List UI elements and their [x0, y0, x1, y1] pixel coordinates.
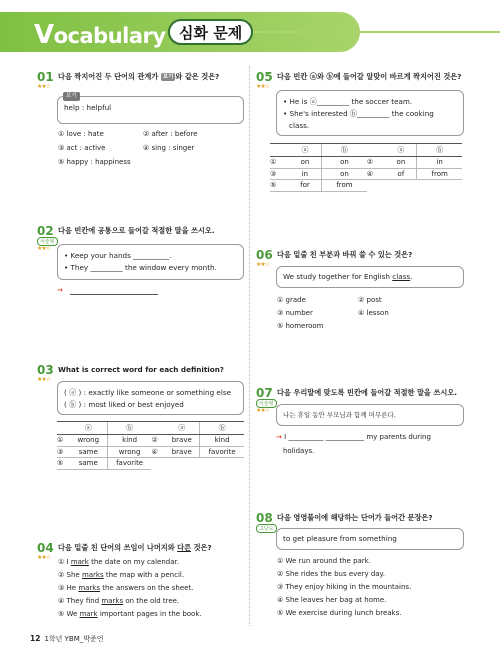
answer-line[interactable] [70, 294, 158, 295]
question-text: What is correct word for each definition? [58, 365, 224, 374]
table-row[interactable]: ⑤ for from [270, 180, 462, 192]
option-2[interactable]: ② She marks the map with a pencil. [58, 571, 185, 579]
sentence-1: • He is ⓐ_________ the soccer team. [283, 97, 413, 106]
option-1[interactable]: ① grade [277, 296, 306, 304]
question-text: 다음 밑줄 친 부분과 바꿔 쓸 수 있는 것은? [277, 250, 413, 259]
korean-sentence-box: 나는 휴일 동안 부모님과 함께 머무른다. [276, 404, 464, 426]
header-banner [0, 12, 500, 52]
question-number: 03 [37, 363, 54, 377]
definition-box: to get pleasure from something [276, 528, 464, 550]
question-text: 다음 빈칸 ⓐ와 ⓑ에 들어갈 알맞이 바르게 짝지어진 것은? [277, 72, 462, 81]
option-2[interactable]: ② post [358, 296, 382, 304]
question-01 [37, 70, 242, 170]
footer-text: 1학년 YBM_박준언 [44, 635, 104, 643]
table-row[interactable]: ① wrong kind ② brave kind [57, 435, 244, 447]
question-text: 다음 밑줄 친 단어의 쓰임이 나머지와 다른 것은? [58, 543, 212, 552]
answer-line-2: holidays. [283, 447, 315, 455]
question-06 [256, 248, 466, 333]
question-tag: 고난도 [256, 524, 277, 533]
sentence-2-cont: class. [289, 121, 310, 130]
question-text: 다음 짝지어진 두 단어의 관계가 보기 와 같은 것은? [58, 72, 220, 81]
table-row[interactable]: ③ in on ④ of from [270, 168, 462, 180]
header-line [250, 31, 500, 33]
difficulty-stars: ★★☆ [256, 83, 270, 90]
difficulty-stars: ★★☆ [256, 261, 270, 268]
sentence-box [57, 244, 244, 280]
option-4[interactable]: ④ They find marks on the old tree. [58, 597, 180, 605]
difficulty-stars: ★★☆ [37, 554, 51, 561]
sentence-box: We study together for English class. [276, 266, 464, 288]
option-1[interactable]: ① We run around the park. [277, 557, 371, 565]
section-subtitle: 심화 문제 [168, 19, 253, 45]
question-text: 다음 빈칸에 공통으로 들어갈 적절한 말을 쓰시오. [58, 226, 215, 235]
option-5[interactable]: ⑤ We exercise during lunch breaks. [277, 609, 402, 617]
difficulty-stars: ★★☆ [37, 245, 51, 252]
option-2[interactable]: ② She rides the bus every day. [277, 570, 385, 578]
question-number: 07 [256, 386, 273, 400]
definition-a: ( ⓐ ) : exactly like someone or something else [64, 388, 232, 397]
sentence-2: • She's interested ⓑ_________ the cooking [283, 109, 434, 118]
question-04 [37, 541, 242, 621]
option-3[interactable]: ③ He marks the answers on the sheet. [58, 584, 194, 592]
difficulty-stars: ★★☆ [37, 376, 51, 383]
answer-arrow: → [57, 286, 63, 294]
option-1[interactable]: ① I mark the date on my calendar. [58, 558, 179, 566]
question-05 [256, 70, 466, 195]
sentence-box [276, 90, 464, 136]
table-row[interactable]: ① on on ② on in [270, 157, 462, 169]
question-number: 06 [256, 248, 273, 262]
question-number: 08 [256, 511, 273, 525]
option-3[interactable]: ③ act : active [58, 144, 106, 152]
question-02 [37, 224, 242, 304]
option-5[interactable]: ⑤ We mark important pages in the book. [58, 610, 202, 618]
option-3[interactable]: ③ number [277, 309, 313, 317]
option-4[interactable]: ④ lesson [358, 309, 389, 317]
answer-table: ⓐ ⓑ ⓐ ⓑ ① on on ② on in ③ in on ④ of from ⑤ for from [270, 143, 462, 192]
sentence-1: • Keep your hands __________. [64, 251, 172, 260]
answer-line-1[interactable]: → I __________ ___________ my parents during [276, 433, 431, 441]
difficulty-stars: ★★☆ [37, 83, 51, 90]
question-number: 05 [256, 70, 273, 84]
option-3[interactable]: ③ They enjoy hiking in the mountains. [277, 583, 412, 591]
difficulty-stars: ★★☆ [256, 407, 270, 414]
question-number: 02 [37, 224, 54, 238]
table-row[interactable]: ⑤ same favorite [57, 458, 244, 470]
question-tag: 서술형 [256, 399, 277, 408]
option-5[interactable]: ⑤ homeroom [277, 322, 324, 330]
example-box [57, 93, 244, 124]
answer-table: ⓐ ⓑ ⓐ ⓑ ① wrong kind ② brave kind ③ same wrong ④ brave favorite ⑤ same favorite [57, 421, 244, 470]
question-number: 04 [37, 541, 54, 555]
question-number: 01 [37, 70, 54, 84]
question-text: 다음 우리말에 맞도록 빈칸에 들어갈 적절한 말을 쓰시오. [277, 388, 457, 397]
question-text: 다음 영영풀이에 해당하는 단어가 들어간 문장은? [277, 513, 433, 522]
option-4[interactable]: ④ sing : singer [143, 144, 195, 152]
question-08 [256, 511, 466, 621]
page-title: Vocabulary [34, 20, 166, 50]
definition-b: ( ⓑ ) : most liked or best enjoyed [64, 400, 184, 409]
option-5[interactable]: ⑤ happy : happiness [58, 158, 131, 166]
table-row[interactable]: ③ same wrong ④ brave favorite [57, 446, 244, 458]
page-number: 12 [30, 634, 41, 643]
definition-box [57, 381, 244, 415]
column-divider [249, 66, 250, 626]
option-4[interactable]: ④ She leaves her bag at home. [277, 596, 387, 604]
page-footer [30, 634, 104, 644]
option-2[interactable]: ② after : before [143, 130, 198, 138]
example-label: 보기 [63, 92, 80, 101]
question-tag: 서술형 [37, 237, 58, 246]
sentence-2: • They _________ the window every month. [64, 263, 217, 272]
example-text: help : helpful [64, 103, 112, 112]
option-1[interactable]: ① love : hate [58, 130, 104, 138]
question-03 [37, 363, 242, 478]
question-07 [256, 386, 466, 461]
